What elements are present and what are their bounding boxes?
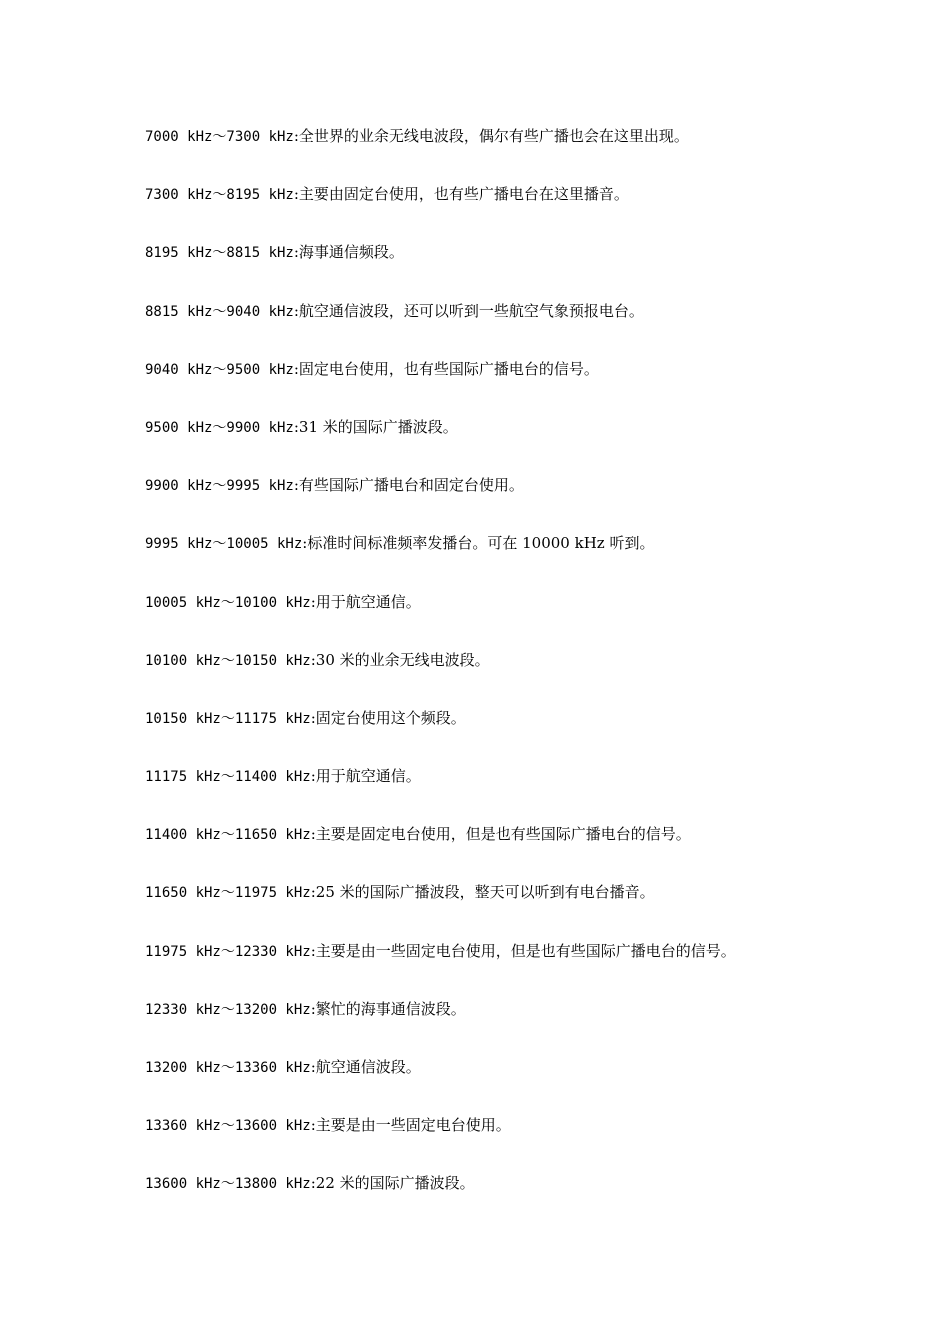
band-range: 11975 kHz～12330 kHz [145,943,311,960]
band-description: :全世界的业余无线电波段，偶尔有些广播也会在这里出现。 [293,127,689,145]
band-description: :22 米的国际广播波段。 [310,1174,475,1193]
band-line [145,1172,905,1230]
band-line [145,300,905,358]
band-range: 8815 kHz～9040 kHz [145,303,294,320]
band-range: 7000 kHz～7300 kHz [145,129,294,145]
band-description: :用于航空通信。 [310,592,421,611]
band-range: 9995 kHz～10005 kHz [145,536,303,553]
band-range: 11400 kHz～11650 kHz [145,827,311,844]
band-description: :31 米的国际广播波段。 [293,417,458,436]
band-line [145,998,905,1056]
band-line [145,532,905,590]
band-line [145,474,905,532]
band-line [145,591,905,649]
band-range: 9500 kHz～9900 kHz [145,419,294,436]
band-line [145,125,905,183]
band-description: :航空通信波段，还可以听到一些航空气象预报电台。 [293,301,644,320]
band-description: :固定台使用这个频段。 [310,708,466,727]
band-line [145,823,905,881]
band-description: :30 米的业余无线电波段。 [310,650,490,669]
band-description: :固定电台使用，也有些国际广播电台的信号。 [293,359,599,378]
band-line [145,1056,905,1114]
band-line [145,1114,905,1172]
band-range: 13200 kHz～13360 kHz [145,1060,311,1076]
band-line [145,358,905,416]
band-range: 11650 kHz～11975 kHz [145,885,311,902]
band-line [145,649,905,707]
frequency-band-list [145,125,905,1231]
band-description: :主要由固定台使用，也有些广播电台在这里播音。 [293,185,629,204]
band-description: :航空通信波段。 [310,1058,421,1076]
band-line [145,241,905,299]
band-range: 10005 kHz～10100 kHz [145,594,311,611]
band-description: :海事通信频段。 [293,243,404,262]
band-range: 13360 kHz～13600 kHz [145,1118,311,1135]
band-line [145,416,905,474]
band-range: 12330 kHz～13200 kHz [145,1001,311,1018]
band-line [145,765,905,823]
band-description: :主要是由一些固定电台使用。 [310,1116,511,1135]
band-description: :用于航空通信。 [310,767,421,786]
band-line [145,940,905,998]
band-description: :繁忙的海事通信波段。 [310,999,466,1018]
band-description: :主要是由一些固定电台使用，但是也有些国际广播电台的信号。 [310,941,736,960]
band-description: :主要是固定电台使用，但是也有些国际广播电台的信号。 [310,825,691,844]
band-description: :25 米的国际广播波段，整天可以听到有电台播音。 [310,883,655,902]
band-range: 7300 kHz～8195 kHz [145,187,294,204]
band-range: 13600 kHz～13800 kHz [145,1176,311,1193]
band-range: 8195 kHz～8815 kHz [145,245,294,262]
band-line [145,707,905,765]
band-description: :标准时间标准频率发播台。可在 10000 kHz 听到。 [302,534,655,553]
band-line [145,183,905,241]
band-range: 10150 kHz～11175 kHz [145,710,311,727]
band-line [145,881,905,939]
band-range: 9900 kHz～9995 kHz [145,478,294,495]
band-range: 10100 kHz～10150 kHz [145,652,311,669]
band-range: 9040 kHz～9500 kHz [145,361,294,378]
band-description: :有些国际广播电台和固定台使用。 [293,476,524,495]
band-range: 11175 kHz～11400 kHz [145,769,311,786]
